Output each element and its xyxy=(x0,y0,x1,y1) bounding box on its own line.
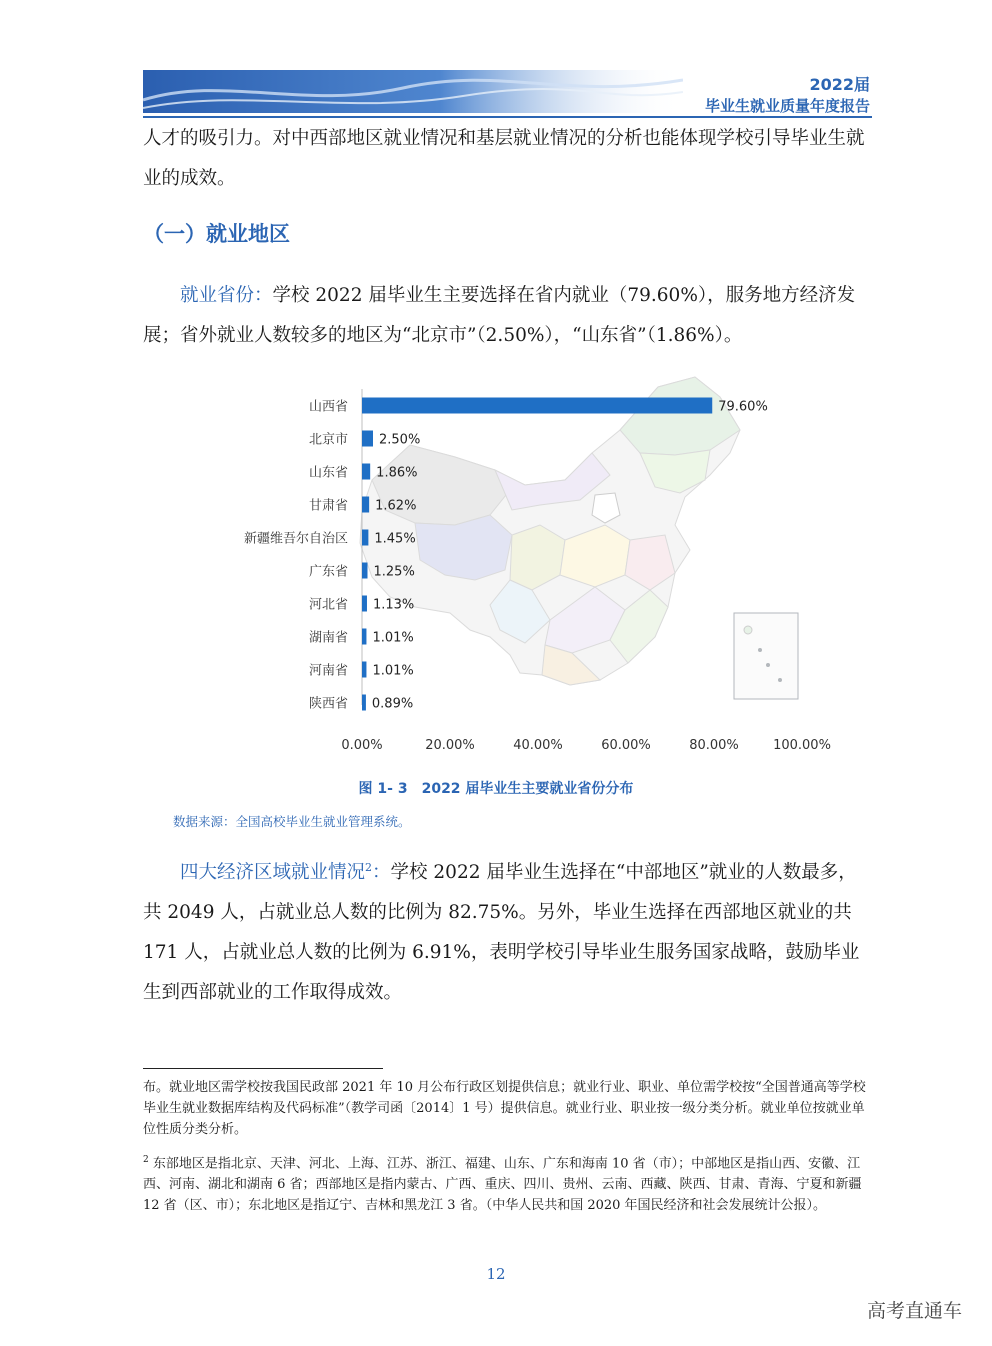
figure-source: 数据来源：全国高校毕业生就业管理系统。 xyxy=(173,814,411,829)
bar xyxy=(362,596,367,612)
category-label: 山西省 xyxy=(308,399,348,415)
data-label: 79.60% xyxy=(718,399,768,415)
bar xyxy=(362,497,369,513)
bar xyxy=(362,695,366,711)
x-tick-label: 60.00% xyxy=(601,738,651,753)
category-label: 湖南省 xyxy=(308,630,348,646)
province-lead: 就业省份： xyxy=(180,285,273,306)
footnote-2-mark: 2 xyxy=(143,1155,149,1165)
category-label: 陕西省 xyxy=(308,696,348,712)
x-tick-label: 0.00% xyxy=(341,738,383,753)
province-text: 学校 2022 届毕业生主要选择在省内就业（79.60%），服务地方经济发展；省外就业人数较多的地区为“北京市”（2.50%），“山东省”（1.86%）。 xyxy=(143,285,856,346)
section-heading: （一）就业地区 xyxy=(143,222,290,246)
header-divider xyxy=(143,116,872,118)
data-label: 1.86% xyxy=(376,465,418,481)
footnote-divider xyxy=(143,1068,383,1069)
data-label: 1.25% xyxy=(373,564,415,580)
footnote-2 xyxy=(143,1150,874,1216)
intro-paragraph: 人才的吸引力。对中西部地区就业情况和基层就业情况的分析也能体现学校引导毕业生就业的成效。 xyxy=(143,128,865,189)
bar xyxy=(362,530,368,546)
x-tick-label: 80.00% xyxy=(689,738,739,753)
regions-paragraph xyxy=(143,848,874,1013)
data-label: 1.45% xyxy=(374,531,416,547)
bar xyxy=(362,431,373,447)
regions-lead: 四大经济区域就业情况 xyxy=(180,862,366,884)
figure-caption: 图 1- 3 2022 届毕业生主要就业省份分布 xyxy=(358,781,634,797)
data-label: 2.50% xyxy=(379,432,421,448)
regions-text: 学校 2022 届毕业生选择在“中部地区”就业的人数最多，共 2049 人，占就业总人数的比例为 82.75%。另外，毕业生选择在西部地区就业的共 171 人，占就业总人数的比例为 6.91%，表明学校引导毕业生服务国家战略，鼓励毕业生到西部就业的工作取得成效。 xyxy=(143,862,860,1004)
data-label: 1.01% xyxy=(372,630,414,646)
data-label: 1.13% xyxy=(372,597,415,613)
china-map-background xyxy=(360,377,798,699)
category-label: 北京市 xyxy=(308,432,348,448)
province-bar-chart xyxy=(220,375,840,755)
data-label: 0.89% xyxy=(371,696,414,712)
report-year: 2022届 xyxy=(809,75,870,94)
bar xyxy=(362,563,368,579)
bar xyxy=(362,398,712,414)
footnote-ref-2[interactable]: 2 xyxy=(365,861,373,874)
bar xyxy=(362,662,366,678)
category-label: 山东省 xyxy=(308,465,348,481)
x-tick-label: 20.00% xyxy=(425,738,475,753)
category-label: 河南省 xyxy=(308,663,348,679)
province-paragraph xyxy=(143,276,874,356)
category-label: 甘肃省 xyxy=(308,498,348,514)
category-label: 河北省 xyxy=(308,597,348,613)
x-tick-label: 40.00% xyxy=(513,738,563,753)
header-wave-banner xyxy=(143,70,683,113)
data-label: 1.62% xyxy=(375,498,417,514)
category-label: 广东省 xyxy=(308,564,348,580)
data-label: 1.01% xyxy=(372,663,414,679)
bar xyxy=(362,629,366,645)
report-title: 毕业生就业质量年度报告 xyxy=(704,97,870,115)
footnote-2-text: 东部地区是指北京、天津、河北、上海、江苏、浙江、福建、山东、广东和海南 10 省（市）；中部地区是指山西、安徽、江西、河南、湖北和湖南 6 省；西部地区是指内蒙古、广西、重庆、四川、贵州、云南、西藏、陕西、甘肃、青海、宁夏和新疆 12 省（区、市）；东北地区是指辽宁、吉林和黑龙江 3 省。（中华人民共和国 2020 年国民经济和社会发展统计公报）。 xyxy=(143,1156,862,1214)
footnote-1: 布。就业地区需学校按我国民政部 2021 年 10 月公布行政区划提供信息；就业行业、职业、单位需学校按“全国普通高等学校毕业生就业数据库结构及代码标准”（教学司函〔2014〕1 号）提供信息。就业行业、职业按一级分类分析。就业单位按就业单位性质分类分析。 xyxy=(143,1080,866,1137)
x-tick-label: 100.00% xyxy=(773,738,831,753)
page-number: 12 xyxy=(486,1265,506,1283)
bar xyxy=(362,464,370,480)
category-label: 新疆维吾尔自治区 xyxy=(243,531,348,547)
watermark-text: 高考直通车 xyxy=(866,1300,962,1322)
regions-lead-colon: ： xyxy=(372,862,391,884)
